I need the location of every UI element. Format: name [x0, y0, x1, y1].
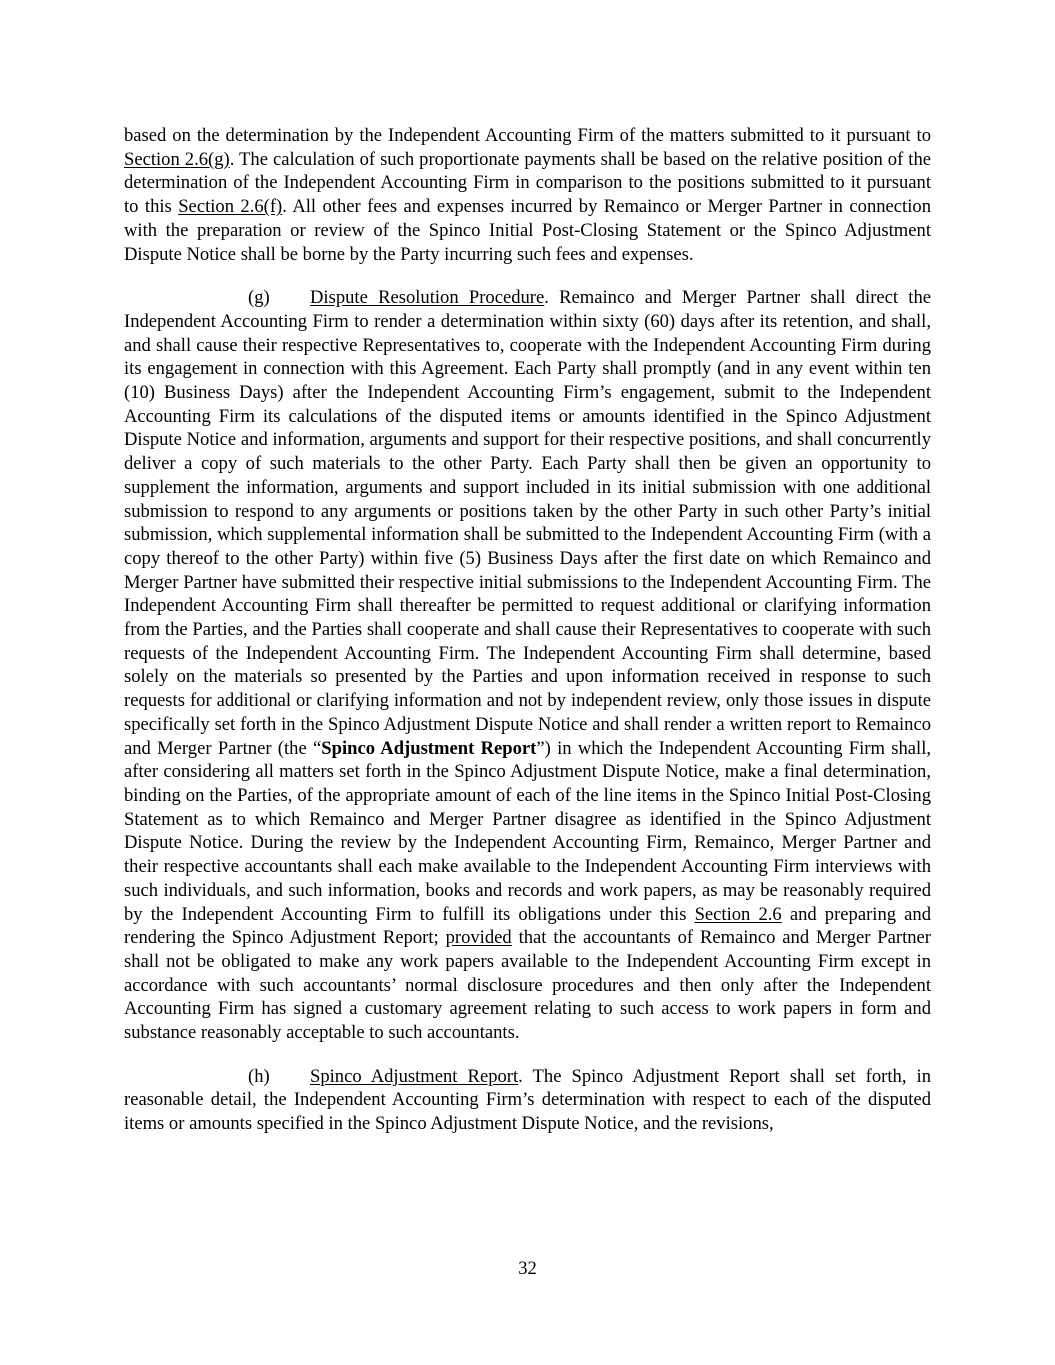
- text-run: . All other fees and expenses incurred by Remainco or Merger Partner in connection with the preparation or review of the Spinco Initial Post-Closing Statement or the Spinco Adjustment Dispute Notice shall be borne by the Party incurring such fees and expenses.: [124, 196, 931, 265]
- section-reference: Section 2.6(f): [178, 196, 283, 218]
- section-reference: Section 2.6(g): [124, 148, 230, 170]
- text-run: that the accountants of Remainco and Merger Partner shall not be obligated to make any work papers available to the Independent Accounting Firm except in accordance with such accountants’ normal disclosure procedures and then only after the Independent Accounting Firm has signed a customary agreement relating to such access to work papers in form and substance reasonably acceptable to such accountants.: [124, 927, 931, 1044]
- section-heading: Dispute Resolution Procedure: [310, 287, 545, 309]
- document-body: [124, 124, 931, 1156]
- section-reference: Section 2.6: [694, 903, 782, 925]
- text-run: . The calculation of such proportionate payments shall be based on the relative position of the determination of the Independent Accounting Firm in comparison to the positions submitted to it pursuant to this: [124, 148, 931, 218]
- section-heading: Spinco Adjustment Report: [310, 1065, 519, 1087]
- text-run: based on the determination by the Independent Accounting Firm of the matters submitted to it pursuant to: [124, 125, 931, 146]
- text-run: . Remainco and Merger Partner shall direct the Independent Accounting Firm to render a determination within sixty (60) days after its retention, and shall, and shall cause their respective Representatives to, cooperate with the Independent Accounting Firm during its engagement in connection with this Agreement. Each Party shall promptly (and in any event within ten (10) Business Days) after the Independent Accounting Firm’s engagement, submit to the Independent Accounting Firm its calculations of the disputed items or amounts identified in the Spinco Adjustment Dispute Notice and information, arguments and support for their respective positions, and shall concurrently deliver a copy of such materials to the other Party. Each Party shall then be given an opportunity to supplement the information, arguments and support included in its initial submission with one additional submission to respond to any arguments or positions taken by the other Party in such other Party’s initial submission, which supplemental information shall be submitted to the Independent Accounting Firm (with a copy thereof to the other Party) within five (5) Business Days after the first date on which Remainco and Merger Partner have submitted their respective initial submissions to the Independent Accounting Firm. The Independent Accounting Firm shall thereafter be permitted to request additional or clarifying information from the Parties, and the Parties shall cooperate and shall cause their Representatives to cooperate with such requests of the Independent Accounting Firm. The Independent Accounting Firm shall determine, based solely on the materials so presented by the Parties and upon information received in response to such requests for additional or clarifying information and not by independent review, only those issues in dispute specifically set forth in the Spinco Adjustment Dispute Notice and shall render a written report to Remainco and Merger Partner (the “: [124, 287, 932, 759]
- text-run: . The Spinco Adjustment Report shall set forth, in reasonable detail, the Independent Accounting Firm’s determination with respect to each of the disputed items or amounts specified in the Spinco Adjustment Dispute Notice, and the revisions,: [124, 1065, 932, 1135]
- text-run: ”) in which the Independent Accounting Firm shall, after considering all matters set forth in the Spinco Adjustment Dispute Notice, make a final determination, binding on the Parties, of the appropriate amount of each of the line items in the Spinco Initial Post-Closing Statement as to which Remainco and Merger Partner disagree as identified in the Spinco Adjustment Dispute Notice. During the review by the Independent Accounting Firm, Remainco, Merger Partner and their respective accountants shall each make available to the Independent Accounting Firm interviews with such individuals, and such information, books and records and work papers, as may be reasonably required by the Independent Accounting Firm to fulfill its obligations under this: [124, 737, 932, 925]
- paragraph-section-g: [124, 286, 931, 1045]
- section-label: (h): [248, 1065, 270, 1087]
- proviso-term: provided: [445, 927, 512, 949]
- paragraph-section-h: [124, 1065, 931, 1136]
- section-label: (g): [248, 287, 270, 309]
- text-run: and preparing and rendering the Spinco Adjustment Report;: [124, 903, 931, 949]
- page-number: 32: [518, 1258, 537, 1279]
- defined-term: Spinco Adjustment Report: [321, 737, 537, 759]
- paragraph-continuation: [124, 124, 931, 266]
